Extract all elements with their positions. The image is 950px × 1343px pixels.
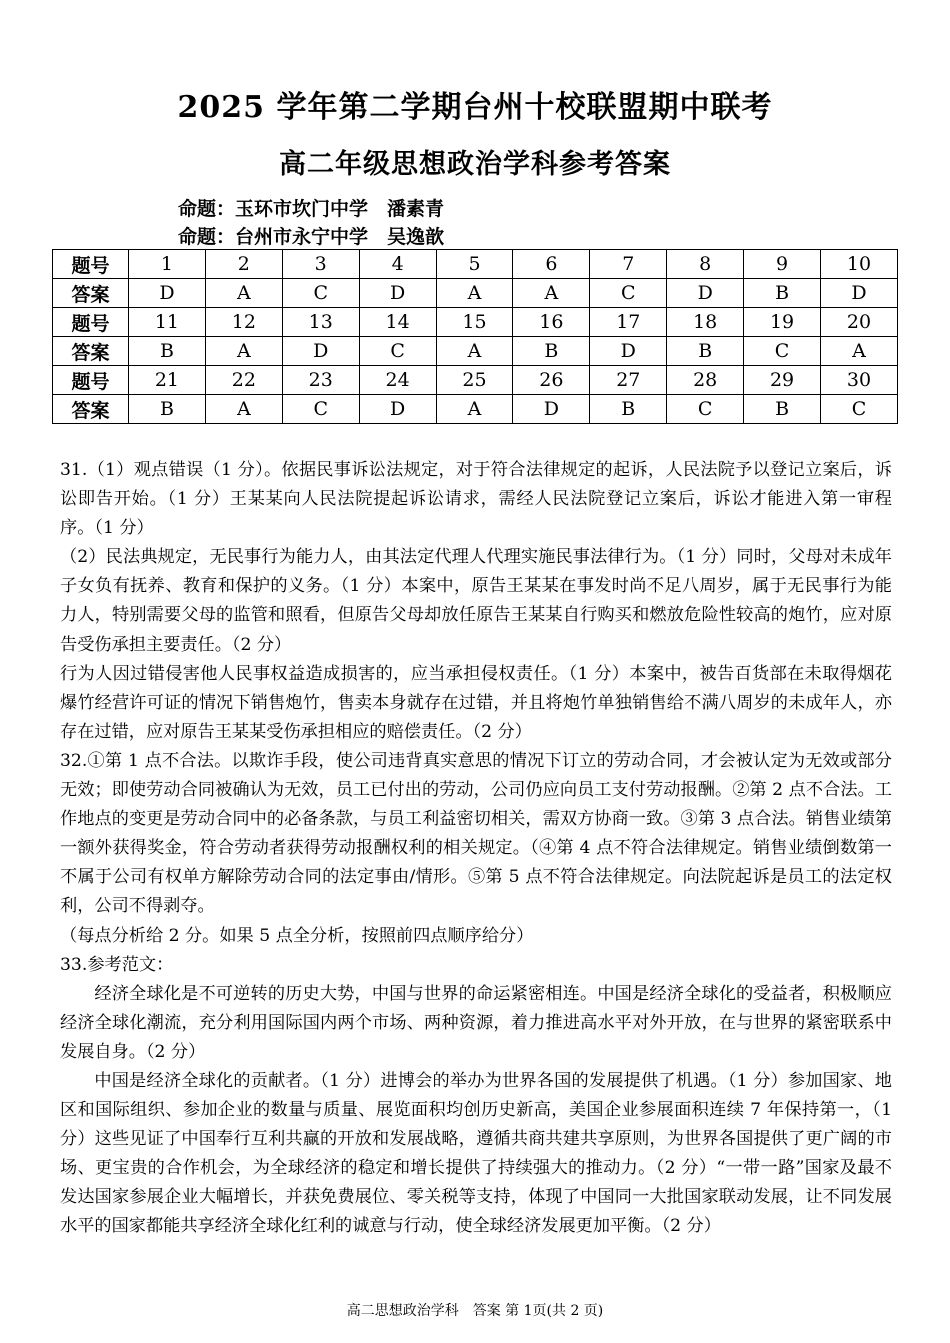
q32-answer: 32.①第 1 点不合法。以欺诈手段，使公司违背真实意思的情况下订立的劳动合同，才会被认定为无效或部分无效；即使劳动合同被确认为无效，员工已付出的劳动，公司仍应向员工支付劳动报酬。②第 2 点不合法。工作地点的变更是劳动合同中的必备条款，与员工利益密切相关，需双方协商一致。③第 3 点合法。销售业绩第一额外获得奖金，符合劳动者获得劳动报酬权利的相关规定。（④第 4 点不符合法律规定。销售业绩倒数第一不属于公司有权单方解除劳动合同的法定事由/情形。⑤第 5 点不符合法律规定。向法院起诉是员工的法定权利，公司不得剥夺。 (60, 750, 892, 917)
answer-cell: D (513, 395, 590, 424)
answer-cell: C (590, 279, 667, 308)
table-row (53, 366, 898, 395)
answer-cell: C (359, 337, 436, 366)
question-number-cell: 7 (590, 250, 667, 279)
q31-part1: 31.（1）观点错误（1 分）。依据民事诉讼法规定，对于符合法律规定的起诉，人民法院予以登记立案后，诉讼即告开始。（1 分）王某某向人民法院提起诉讼请求，需经人民法院登记立案后，诉讼才能进入第一审程序。（1 分） (60, 460, 892, 539)
question-number-cell: 27 (590, 366, 667, 395)
answer-cell: D (667, 279, 744, 308)
answer-cell: B (129, 395, 206, 424)
author-line-1: 命题：玉环市坎门中学 潘素青 (178, 198, 445, 220)
answer-cell: B (667, 337, 744, 366)
row-label: 答案 (53, 395, 129, 424)
table-row (53, 308, 898, 337)
answer-cell: C (282, 395, 359, 424)
question-number-cell: 12 (205, 308, 282, 337)
answer-cell: D (282, 337, 359, 366)
row-label: 答案 (53, 337, 129, 366)
q32-scoring-note: （每点分析给 2 分。如果 5 点全分析，按照前四点顺序给分） (60, 925, 534, 946)
answer-cell: B (129, 337, 206, 366)
question-number-cell: 4 (359, 250, 436, 279)
question-number-cell: 6 (513, 250, 590, 279)
question-number-cell: 19 (744, 308, 821, 337)
row-label: 答案 (53, 279, 129, 308)
answer-cell: A (205, 279, 282, 308)
row-label: 题号 (53, 366, 129, 395)
answer-cell: A (436, 395, 513, 424)
row-label: 题号 (53, 308, 129, 337)
question-number-cell: 14 (359, 308, 436, 337)
question-number-cell: 25 (436, 366, 513, 395)
question-number-cell: 13 (282, 308, 359, 337)
question-number-cell: 28 (667, 366, 744, 395)
question-number-cell: 2 (205, 250, 282, 279)
answer-cell: A (205, 337, 282, 366)
answer-body (60, 456, 892, 1242)
answer-cell: A (205, 395, 282, 424)
table-row (53, 279, 898, 308)
answer-cell: C (282, 279, 359, 308)
answer-cell: B (744, 395, 821, 424)
answer-cell: D (590, 337, 667, 366)
question-number-cell: 3 (282, 250, 359, 279)
q33-paragraph-2: 中国是经济全球化的贡献者。（1 分）进博会的举办为世界各国的发展提供了机遇。（1 分）参加国家、地区和国际组织、参加企业的数量与质量、展览面积均创历史新高，美国企业参展面积连续 7 年保持第一，（1 分）这些见证了中国奉行互利共赢的开放和发展战略，遵循共商共建共享原则，为世界各国提供了更广阔的市场、更宝贵的合作机会，为全球经济的稳定和增长提供了持续强大的推动力。（2 分）“一带一路”国家及最不发达国家参展企业大幅增长，并获免费展位、零关税等支持，体现了中国同一大批国家联动发展，让不同发展水平的国家都能共享经济全球化红利的诚意与行动，使全球经济发展更加平衡。（2 分） (60, 1070, 892, 1237)
answer-cell: D (359, 279, 436, 308)
q33-paragraph-1: 经济全球化是不可逆转的历史大势，中国与世界的命运紧密相连。中国是经济全球化的受益者，积极顺应经济全球化潮流，充分利用国际国内两个市场、两种资源，着力推进高水平对外开放，在与世界的紧密联系中发展自身。（2 分） (60, 983, 892, 1062)
q33-heading: 33.参考范文： (60, 954, 174, 975)
answer-cell: B (513, 337, 590, 366)
exam-title: 2025 学年第二学期台州十校联盟期中联考 (177, 90, 773, 125)
answer-cell: D (129, 279, 206, 308)
answer-cell: D (359, 395, 436, 424)
answer-cell: A (513, 279, 590, 308)
answer-cell: D (821, 279, 898, 308)
question-number-cell: 5 (436, 250, 513, 279)
question-number-cell: 8 (667, 250, 744, 279)
answer-cell: C (667, 395, 744, 424)
answer-cell: C (744, 337, 821, 366)
question-number-cell: 11 (129, 308, 206, 337)
answer-cell: A (821, 337, 898, 366)
exam-subtitle: 高二年级思想政治学科参考答案 (279, 149, 671, 180)
answer-table (52, 249, 898, 424)
question-number-cell: 24 (359, 366, 436, 395)
question-number-cell: 26 (513, 366, 590, 395)
answer-cell: A (436, 279, 513, 308)
question-number-cell: 9 (744, 250, 821, 279)
answer-cell: B (744, 279, 821, 308)
question-number-cell: 10 (821, 250, 898, 279)
question-number-cell: 18 (667, 308, 744, 337)
row-label: 题号 (53, 250, 129, 279)
answer-cell: B (590, 395, 667, 424)
question-number-cell: 17 (590, 308, 667, 337)
answer-cell: A (436, 337, 513, 366)
question-number-cell: 21 (129, 366, 206, 395)
author-line-2: 命题：台州市永宁中学 吴逸歆 (178, 226, 445, 248)
q31-part2: （2）民法典规定，无民事行为能力人，由其法定代理人代理实施民事法律行为。（1 分）同时，父母对未成年子女负有抚养、教育和保护的义务。（1 分）本案中，原告王某某在事发时尚不足八周岁，属于无民事行为能力人，特别需要父母的监管和照看，但原告父母却放任原告王某某自行购买和燃放危险性较高的炮竹，应对原告受伤承担主要责任。（2 分） (60, 547, 892, 655)
question-number-cell: 16 (513, 308, 590, 337)
question-number-cell: 15 (436, 308, 513, 337)
q31-part3: 行为人因过错侵害他人民事权益造成损害的，应当承担侵权责任。（1 分）本案中，被告百货部在未取得烟花爆竹经营许可证的情况下销售炮竹，售卖本身就存在过错，并且将炮竹单独销售给不满八周岁的未成年人，亦存在过错，应对原告王某某受伤承担相应的赔偿责任。（2 分） (60, 663, 892, 742)
table-row (53, 250, 898, 279)
page-footer: 高二思想政治学科 答案 第 1页(共 2 页) (346, 1303, 604, 1319)
table-row (53, 395, 898, 424)
question-number-cell: 20 (821, 308, 898, 337)
question-number-cell: 30 (821, 366, 898, 395)
question-number-cell: 23 (282, 366, 359, 395)
question-number-cell: 22 (205, 366, 282, 395)
answer-cell: C (821, 395, 898, 424)
table-row (53, 337, 898, 366)
question-number-cell: 1 (129, 250, 206, 279)
question-number-cell: 29 (744, 366, 821, 395)
